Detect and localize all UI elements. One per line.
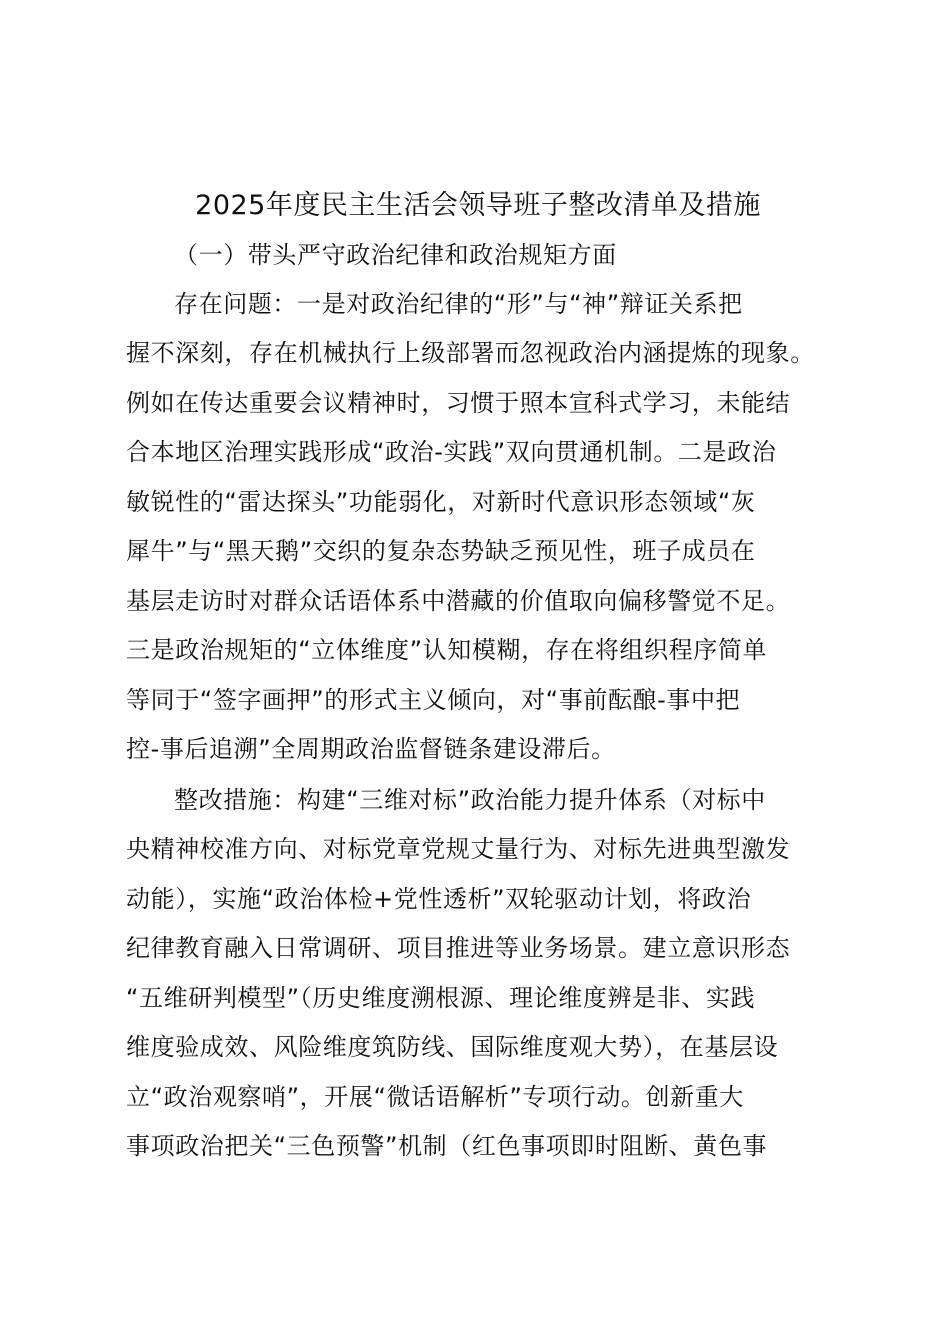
section-heading: （一）带头严守政治纪律和政治规矩方面: [174, 241, 617, 269]
paragraph-line: 基层走访时对群众话语体系中潜藏的价值取向偏移警觉不足。: [126, 587, 791, 615]
paragraph-line: 整改措施：构建“三维对标”政治能力提升体系（对标中: [174, 786, 766, 814]
paragraph-line: 存在问题：一是对政治纪律的“形”与“神”辩证关系把: [174, 290, 743, 318]
paragraph-line: 等同于“签字画押”的形式主义倾向，对“事前酝酿-事中把: [126, 686, 741, 714]
paragraph-line: 事项政治把关“三色预警”机制（红色事项即时阻断、黄色事: [126, 1132, 768, 1160]
paragraph-line: 敏锐性的“雷达探头”功能弱化，对新时代意识形态领域“灰: [126, 488, 756, 516]
paragraph-line: 合本地区治理实践形成“政治-实践”双向贯通机制。二是政治: [126, 438, 777, 466]
paragraph-line: 维度验成效、风险维度筑防线、国际维度观大势），在基层设: [126, 1033, 779, 1061]
paragraph-line: 握不深刻，存在机械执行上级部署而忽视政治内涵提炼的现象。: [126, 339, 815, 367]
paragraph-line: 动能），实施“政治体检+党性透析”双轮驱动计划，将政治: [126, 885, 752, 913]
paragraph-line: 犀牛”与“黑天鹅”交织的复杂态势缺乏预见性，班子成员在: [126, 537, 756, 565]
paragraph-line: 例如在传达重要会议精神时，习惯于照本宣科式学习，未能结: [126, 389, 791, 417]
paragraph-line: 纪律教育融入日常调研、项目推进等业务场景。建立意识形态: [126, 934, 791, 962]
paragraph-line: 央精神校准方向、对标党章党规丈量行为、对标先进典型激发: [126, 835, 791, 863]
document-title: 2025年度民主生活会领导班子整改清单及措施: [195, 190, 761, 221]
paragraph-line: 三是政治规矩的“立体维度”认知模糊，存在将组织程序简单: [126, 636, 768, 664]
paragraph-line: 控-事后追溯”全周期政治监督链条建设滞后。: [126, 735, 616, 763]
paragraph-line: 立“政治观察哨”，开展“微话语解析”专项行动。创新重大: [126, 1083, 744, 1111]
paragraph-line: “五维研判模型”（历史维度溯根源、理论维度辨是非、实践: [126, 984, 756, 1012]
